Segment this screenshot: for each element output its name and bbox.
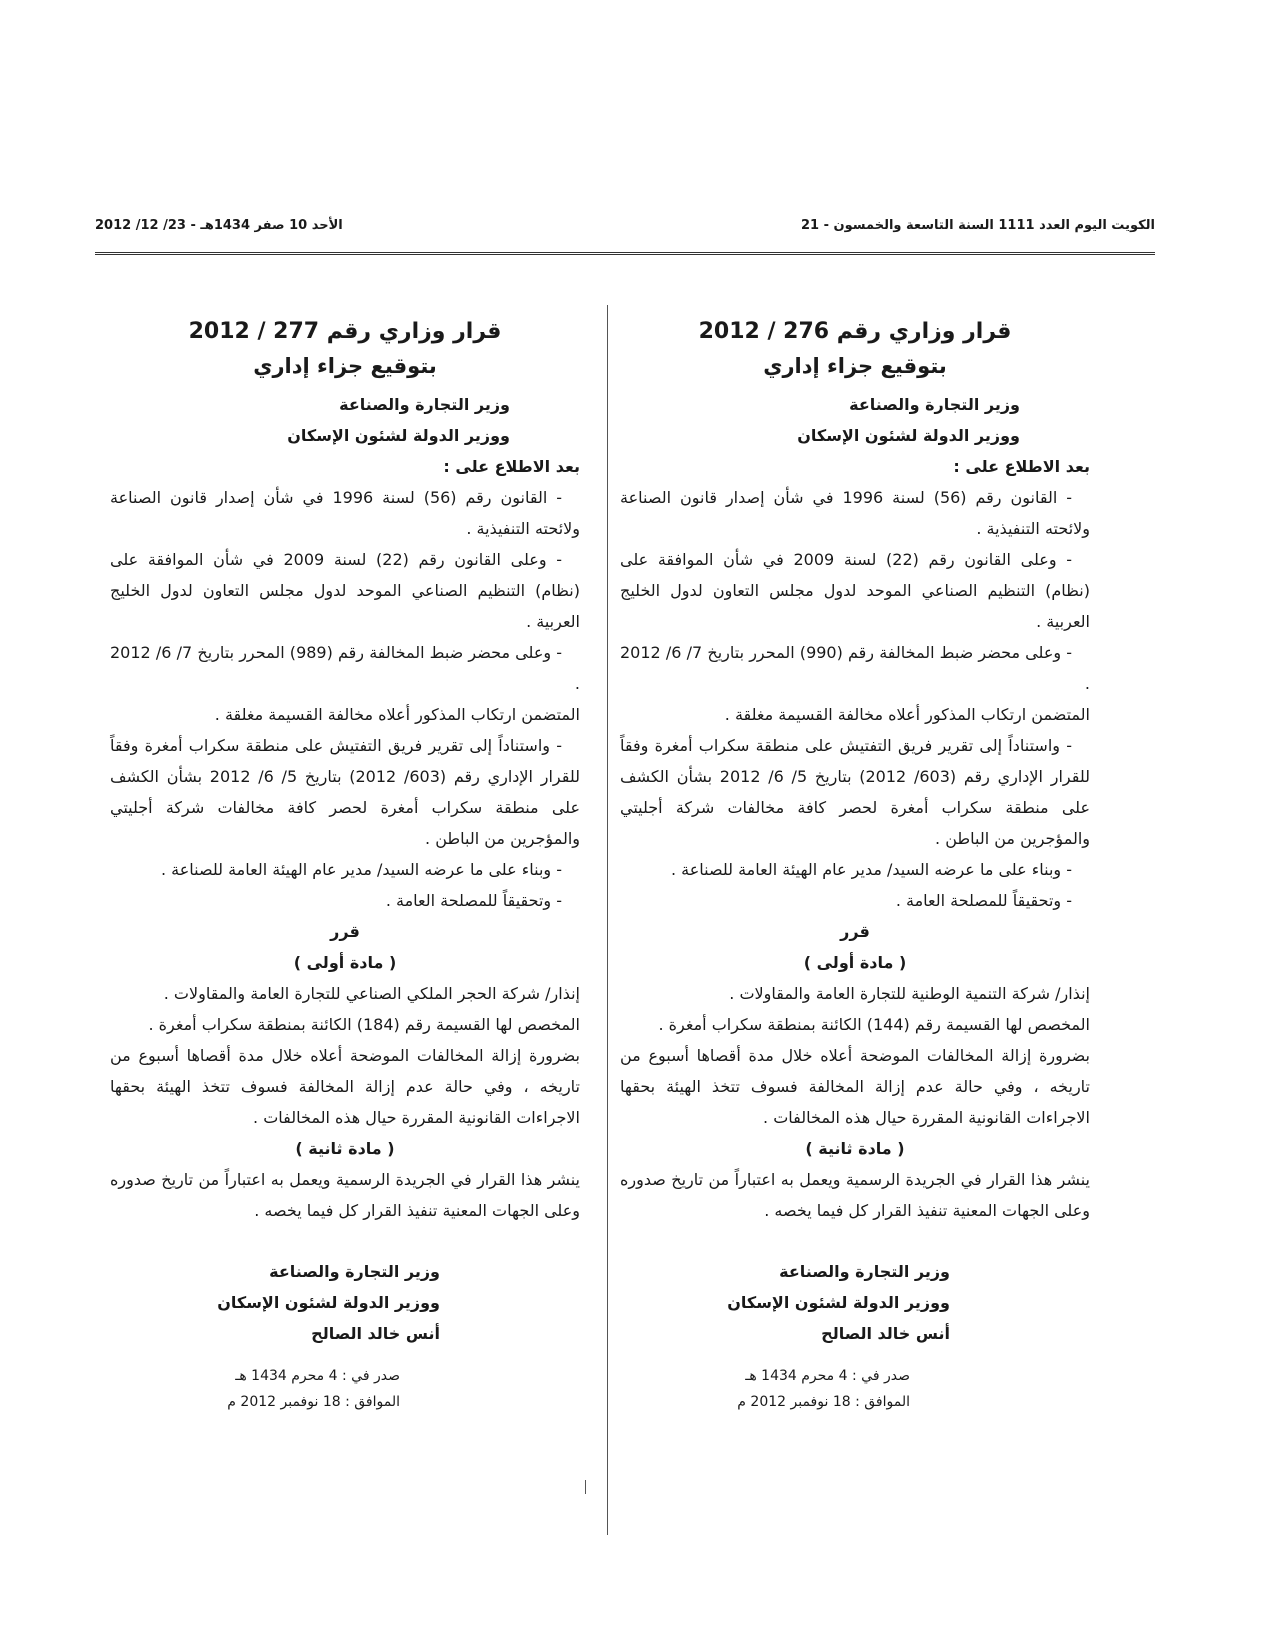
article-1-heading: ( مادة أولى ) [293,953,397,972]
signature-line: ووزير الدولة لشئون الإسكان [217,1293,440,1312]
article-1-text: بضرورة إزالة المخالفات الموضحة أعلاه خلال مدة أقصاها أسبوع من تاريخه ، وفي حالة عدم إزالة المخالفة فسوف تتخذ الهيئة بحقها الاجراءات القانونية المقررة حيال هذه المخالفات . [110,1046,580,1127]
article-1-text: إنذار/ شركة الحجر الملكي الصناعي للتجارة العامة والمقاولات . [163,984,580,1003]
clause: - القانون رقم (56) لسنة 1996 في شأن إصدار قانون الصناعة ولائحته التنفيذية . [620,488,1090,538]
issuer-line: ووزير الدولة لشئون الإسكان [797,426,1020,445]
issued-date: صدر في : 4 محرم 1434 هـ [235,1368,400,1384]
issuer-line: وزير التجارة والصناعة [849,395,1020,414]
article-1-text: المخصص لها القسيمة رقم (184) الكائنة بمنطقة سكراب أمغرة . [148,1015,580,1034]
article-2-text: ينشر هذا القرار في الجريدة الرسمية ويعمل به اعتباراً من تاريخ صدوره وعلى الجهات المعنية تنفيذ القرار كل فيما يخصه . [620,1170,1090,1220]
clause: - وعلى القانون رقم (22) لسنة 2009 في شأن الموافقة على (نظام) التنظيم الصناعي الموحد لدول مجلس التعاون لدول الخليج العربية . [110,550,580,631]
preamble: بعد الاطلاع على : [443,457,580,476]
clause: - القانون رقم (56) لسنة 1996 في شأن إصدار قانون الصناعة ولائحته التنفيذية . [110,488,580,538]
preamble: بعد الاطلاع على : [953,457,1090,476]
issue-dates [620,1363,1090,1415]
page-header [95,210,1155,240]
decision-subtitle: بتوقيع جزاء إداري [763,354,947,378]
article-1-text: إنذار/ شركة التنمية الوطنية للتجارة العامة والمقاولات . [729,984,1090,1003]
decision-title: قرار وزاري رقم 277 / 2012 [188,319,502,344]
signature-name: أنس خالد الصالح [311,1324,440,1343]
decided-heading: قرر [840,922,870,941]
header-date: الأحد 10 صفر 1434هـ - 23/ 12/ 2012 [95,217,343,233]
bottom-mark [585,1480,586,1494]
clause: - وتحقيقاً للمصلحة العامة . [895,891,1072,910]
issuer-line: ووزير الدولة لشئون الإسكان [287,426,510,445]
article-1-text: بضرورة إزالة المخالفات الموضحة أعلاه خلال مدة أقصاها أسبوع من تاريخه ، وفي حالة عدم إزالة المخالفة فسوف تتخذ الهيئة بحقها الاجراءات القانونية المقررة حيال هذه المخالفات . [620,1046,1090,1127]
corresponding-date: الموافق : 18 نوفمبر 2012 م [227,1394,400,1410]
issuer-line: وزير التجارة والصناعة [339,395,510,414]
decision-title: قرار وزاري رقم 276 / 2012 [698,319,1012,344]
signature-block [620,1256,1090,1349]
article-1-text: المخصص لها القسيمة رقم (144) الكائنة بمنطقة سكراب أمغرة . [658,1015,1090,1034]
signature-line: وزير التجارة والصناعة [779,1262,950,1281]
decision-277 [110,315,580,1415]
clause: - وعلى القانون رقم (22) لسنة 2009 في شأن الموافقة على (نظام) التنظيم الصناعي الموحد لدول مجلس التعاون لدول الخليج العربية . [620,550,1090,631]
issued-date: صدر في : 4 محرم 1434 هـ [745,1368,910,1384]
clause: - وبناء على ما عرضه السيد/ مدير عام الهيئة العامة للصناعة . [160,860,562,879]
clause: - واستناداً إلى تقرير فريق التفتيش على منطقة سكراب أمغرة وفقاً للقرار الإداري رقم (603/ 2012) بتاريخ 5/ 6/ 2012 بشأن الكشف على منطقة سكراب أمغرة لحصر كافة مخالفات شركة أجليتي والمؤجرين من الباطن . [620,736,1090,848]
article-2-heading: ( مادة ثانية ) [295,1139,395,1158]
decision-276 [620,315,1090,1415]
header-divider [95,252,1155,255]
clause: - وتحقيقاً للمصلحة العامة . [385,891,562,910]
article-2-heading: ( مادة ثانية ) [805,1139,905,1158]
corresponding-date: الموافق : 18 نوفمبر 2012 م [737,1394,910,1410]
article-2-text: ينشر هذا القرار في الجريدة الرسمية ويعمل به اعتباراً من تاريخ صدوره وعلى الجهات المعنية تنفيذ القرار كل فيما يخصه . [110,1170,580,1220]
column-divider [607,305,608,1535]
clause: - وبناء على ما عرضه السيد/ مدير عام الهيئة العامة للصناعة . [670,860,1072,879]
clause: - واستناداً إلى تقرير فريق التفتيش على منطقة سكراب أمغرة وفقاً للقرار الإداري رقم (603/ 2012) بتاريخ 5/ 6/ 2012 بشأن الكشف على منطقة سكراب أمغرة لحصر كافة مخالفات شركة أجليتي والمؤجرين من الباطن . [110,736,580,848]
clause: المتضمن ارتكاب المذكور أعلاه مخالفة القسيمة مغلقة . [724,705,1090,724]
signature-block [110,1256,580,1349]
header-publication-info: الكويت اليوم العدد 1111 السنة التاسعة والخمسون - 21 [800,217,1155,233]
signature-line: وزير التجارة والصناعة [269,1262,440,1281]
clause: - وعلى محضر ضبط المخالفة رقم (990) المحرر بتاريخ 7/ 6/ 2012 . [620,643,1090,693]
clause: المتضمن ارتكاب المذكور أعلاه مخالفة القسيمة مغلقة . [214,705,580,724]
signature-name: أنس خالد الصالح [821,1324,950,1343]
decision-subtitle: بتوقيع جزاء إداري [253,354,437,378]
article-1-heading: ( مادة أولى ) [803,953,907,972]
clause: - وعلى محضر ضبط المخالفة رقم (989) المحرر بتاريخ 7/ 6/ 2012 . [110,643,580,693]
decided-heading: قرر [330,922,360,941]
issue-dates [110,1363,580,1415]
signature-line: ووزير الدولة لشئون الإسكان [727,1293,950,1312]
